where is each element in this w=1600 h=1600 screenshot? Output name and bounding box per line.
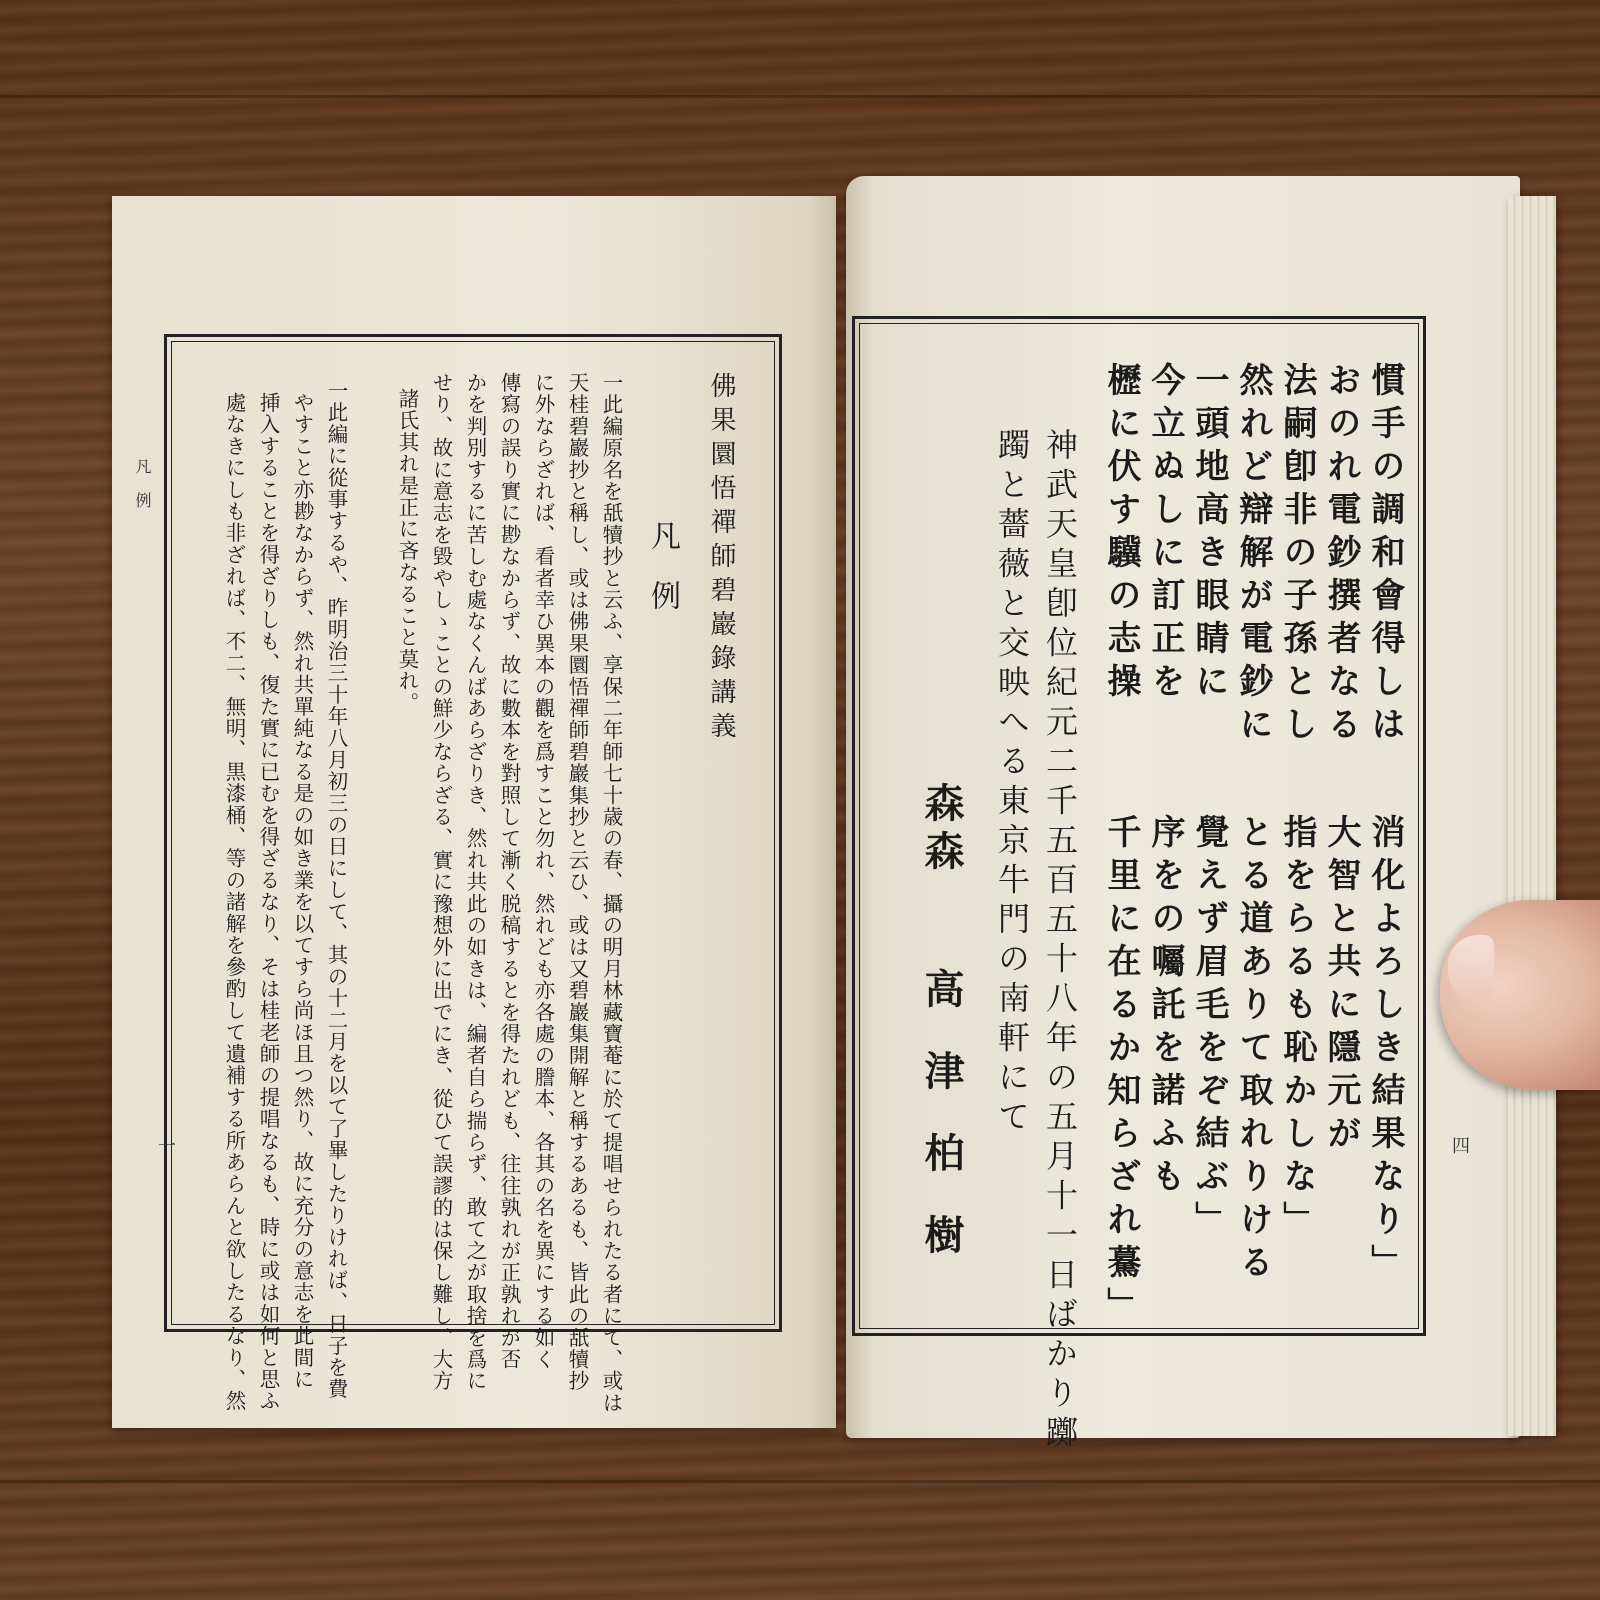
verse-line: 今立ぬしに訂正を: [1145, 362, 1185, 706]
left-text-column: 處なきにしも非ざれば、不二、無明、黒漆桶、等の諸解を參酌して遺補する所あらんと欲したるなり、然: [222, 392, 246, 1412]
left-text-column: 諸氏其れ是正に吝なること莫れ。: [395, 388, 419, 714]
verse-line: とる道ありて取れりける: [1233, 814, 1273, 1287]
verse-line: 消化よろしき結果なり」: [1365, 814, 1405, 1287]
right-page-number: 四: [1452, 1136, 1470, 1157]
verse-line: 一頭地高き眼睛に: [1189, 362, 1229, 706]
left-text-column: 挿入することを得ざりしも、復た實に已むを得ざるなり、そは桂老師の提唱なるも、時に或は如何と思ふ: [256, 392, 280, 1412]
verse-line: 櫪に伏す驥の志操: [1101, 362, 1141, 706]
left-margin-label: 凡例: [133, 458, 152, 526]
left-text-column: 天桂碧巖抄と稱し、或は佛果圜悟禪師碧巖集抄と云ひ、或は又碧巖集開解と稱するあるも、皆此の舐犢抄: [565, 372, 589, 1392]
verse-line: 指をらるも恥かしな」: [1277, 814, 1317, 1244]
signature-surname: 森森: [918, 782, 965, 878]
left-text-column: せり、故に意志を毀やしゝことの鮮少ならざる、實に豫想外に出でにき、從ひて誤謬的は保し難し、大方: [429, 372, 453, 1392]
verse-line: 大智と共に隱元が: [1321, 814, 1361, 1158]
left-text-column: 傳寫の誤り實に尠なからず、故に數本を對照して漸く脱稿するとを得たれども、往往孰れが正孰れが否: [497, 372, 521, 1371]
left-text-column: かを判別するに苦しむ處なくんばあらざりき、然れ共此の如きは、編者自ら揣らず、敢て之が取捨を爲に: [463, 372, 487, 1392]
verse-line: 然れど辯解が電鈔に: [1233, 362, 1273, 749]
verse-line: 慣手の調和會得しは: [1365, 362, 1405, 749]
date-line: 躅と薔薇と交映へる東京牛門の南軒にて: [993, 428, 1031, 1139]
left-text-column: に外ならざれば、看者幸ひ異本の觀を爲すこと勿れ、然れども亦各處の謄本、各其の名を異にする如く: [531, 372, 555, 1371]
verse-line: おのれ電鈔撰者なる: [1321, 362, 1361, 749]
page-edges: [1508, 196, 1556, 1436]
left-page-number: 一: [158, 1136, 176, 1157]
verse-line: 覺えず眉毛をぞ結ぶ」: [1189, 814, 1229, 1244]
left-text-column: 一此編に從事するや、昨明治三十年八月初三の日にして、其の十二月を以て了畢したりければ、日子を費: [324, 380, 348, 1400]
left-text-column: 一此編原名を舐犢抄と云ふ、享保二年師七十歳の春、攝の明月林藏寶菴に於て提唱せられたる者にて、或は: [599, 372, 623, 1414]
table-seam: [0, 95, 1600, 98]
verse-line: 序をの囑託を諾ふも: [1145, 814, 1185, 1201]
table-seam: [0, 1480, 1600, 1483]
date-line: 神武天皇卽位紀元二千五百五十八年の五月十一日ばかり躑: [1041, 428, 1079, 1455]
signature-name: 高津柏樹: [918, 968, 965, 1296]
thumbnail-nail: [1448, 935, 1494, 1001]
left-text-column: やすこと亦尠なからず、然れ共單純なる是の如き業を以てすら尚ほ且つ然り、故に充分の意志を此間に: [290, 392, 314, 1391]
verse-line: 法嗣卽非の子孫とし: [1277, 362, 1317, 749]
verse-line: 千里に在るか知らざれ驀」: [1101, 814, 1141, 1330]
book-title: 佛果圜悟禪師碧巖錄講義: [706, 372, 736, 746]
section-heading: 凡例: [645, 520, 680, 640]
